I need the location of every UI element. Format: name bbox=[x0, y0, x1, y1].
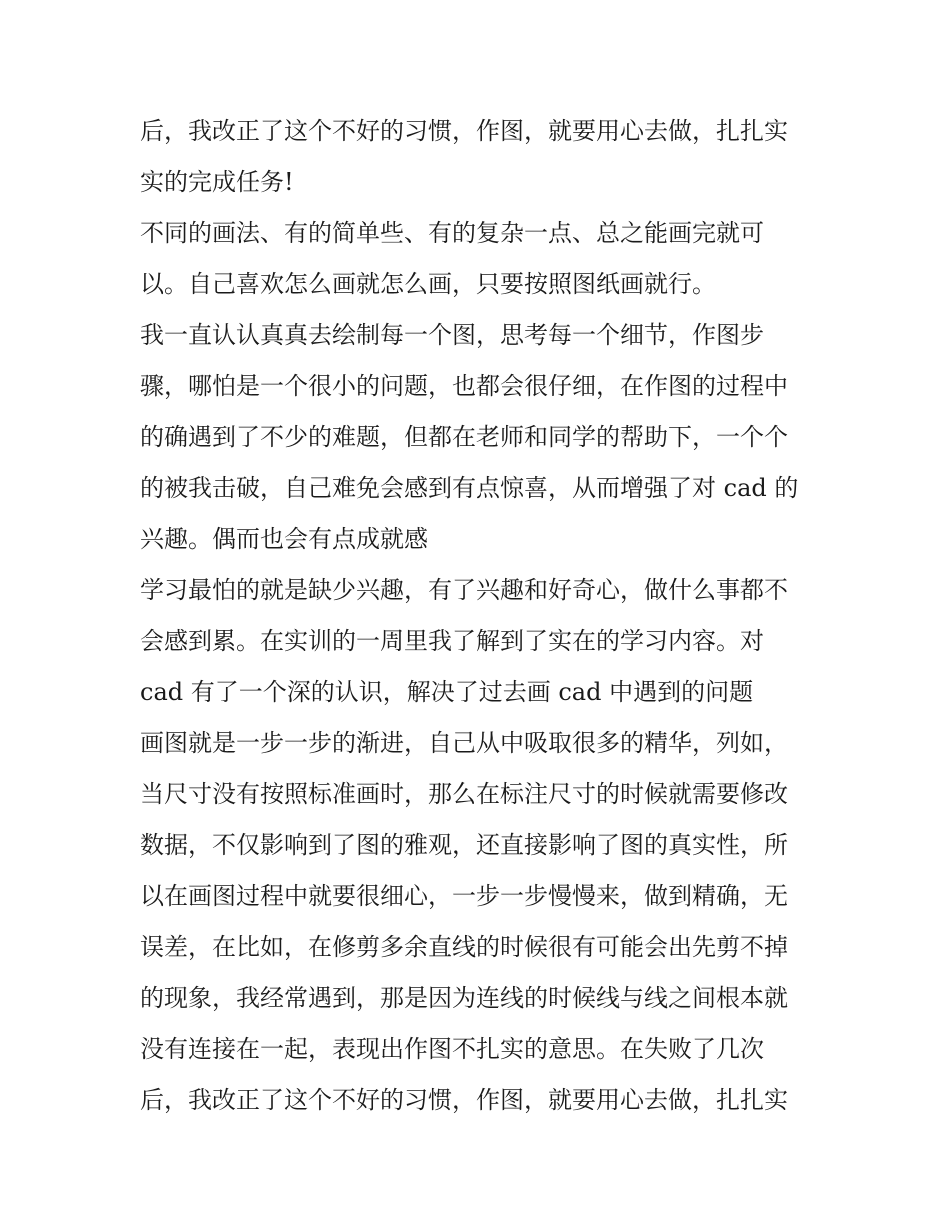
text-line: 当尺寸没有按照标准画时，那么在标注尺寸的时候就需要修改 bbox=[140, 780, 788, 808]
text-line: 以。自己喜欢怎么画就怎么画，只要按照图纸画就行。 bbox=[140, 270, 716, 298]
text-line: 画图就是一步一步的渐进，自己从中吸取很多的精华，列如， bbox=[140, 729, 788, 757]
text-line: 后，我改正了这个不好的习惯，作图，就要用心去做，扎扎实 bbox=[140, 1086, 788, 1114]
text-line: 的现象，我经常遇到，那是因为连线的时候线与线之间根本就 bbox=[140, 984, 788, 1012]
document-body bbox=[140, 108, 820, 1128]
text-line: 兴趣。偶而也会有点成就感 bbox=[140, 525, 428, 553]
text-line: 没有连接在一起，表现出作图不扎实的意思。在失败了几次 bbox=[140, 1035, 764, 1063]
text-line: 的被我击破，自己难免会感到有点惊喜，从而增强了对 cad 的 bbox=[140, 474, 799, 502]
text-line: 会感到累。在实训的一周里我了解到了实在的学习内容。对 bbox=[140, 627, 764, 655]
text-line: 我一直认认真真去绘制每一个图，思考每一个细节，作图步 bbox=[140, 321, 764, 349]
text-line: 误差，在比如，在修剪多余直线的时候很有可能会出先剪不掉 bbox=[140, 933, 788, 961]
text-line: 以在画图过程中就要很细心，一步一步慢慢来，做到精确，无 bbox=[140, 882, 788, 910]
text-line: cad 有了一个深的认识，解决了过去画 cad 中遇到的问题 bbox=[140, 678, 754, 706]
text-line: 数据，不仅影响到了图的雅观，还直接影响了图的真实性，所 bbox=[140, 831, 788, 859]
text-line: 骤，哪怕是一个很小的问题，也都会很仔细，在作图的过程中 bbox=[140, 372, 788, 400]
text-line: 实的完成任务! bbox=[140, 168, 294, 196]
text-line: 后，我改正了这个不好的习惯，作图，就要用心去做，扎扎实 bbox=[140, 117, 788, 145]
text-line: 学习最怕的就是缺少兴趣，有了兴趣和好奇心，做什么事都不 bbox=[140, 576, 788, 604]
text-line: 的确遇到了不少的难题，但都在老师和同学的帮助下，一个个 bbox=[140, 423, 788, 451]
text-line: 不同的画法、有的简单些、有的复杂一点、总之能画完就可 bbox=[140, 219, 764, 247]
